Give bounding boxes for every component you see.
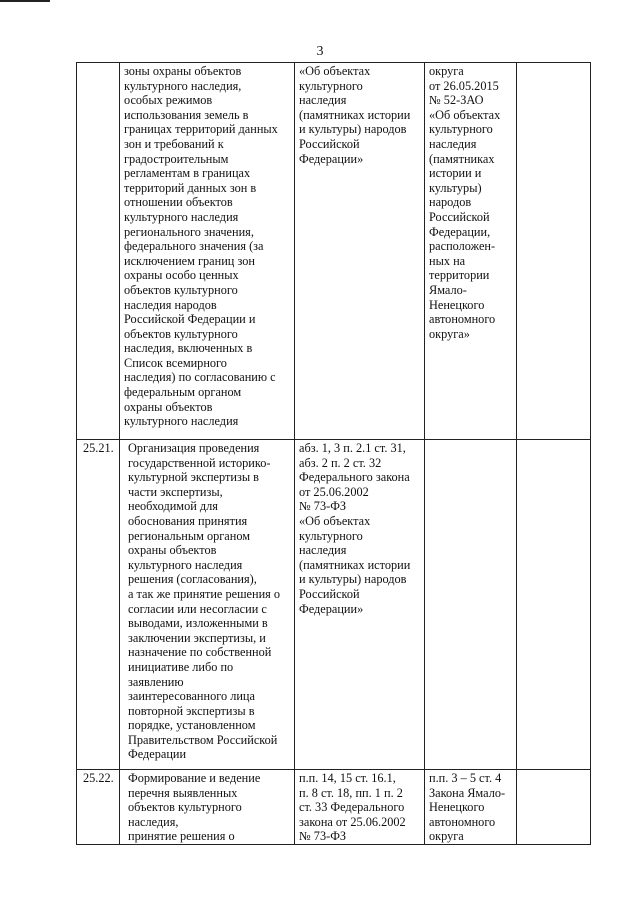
text-line: № 73-ФЗ bbox=[299, 499, 347, 514]
page-number: 3 bbox=[316, 44, 324, 59]
text-line: части экспертизы, bbox=[128, 484, 223, 499]
text-line: Организация проведения bbox=[128, 441, 260, 455]
text-line: Федерации» bbox=[299, 151, 364, 166]
text-line: границах территорий данных bbox=[124, 122, 278, 137]
text-line: п.п. 14, 15 ст. 16.1, bbox=[299, 771, 396, 785]
text-line: согласии или несогласии с bbox=[128, 601, 267, 616]
text-line: государственной историко- bbox=[128, 455, 271, 470]
notes-cell bbox=[517, 770, 591, 845]
text-line: заявлению bbox=[128, 674, 184, 689]
text-line: ст. 33 Федерального bbox=[299, 800, 405, 815]
text-line: автономного bbox=[429, 814, 496, 829]
text-line: п.п. 3 – 5 ст. 4 bbox=[429, 771, 502, 785]
text-line: (памятниках bbox=[429, 151, 495, 166]
text-line: народов bbox=[429, 195, 472, 210]
text-line: региональным органом bbox=[128, 528, 251, 543]
corner-mark bbox=[0, 0, 50, 2]
text-line: культуры) bbox=[429, 180, 482, 195]
text-line: культурного bbox=[429, 122, 493, 137]
authority-description-cell bbox=[120, 63, 295, 440]
text-line: отношении объектов bbox=[124, 195, 233, 210]
text-line: регионального значения, bbox=[124, 224, 254, 239]
text-line: инициативе либо по bbox=[128, 659, 234, 674]
text-line: заинтересованного лица bbox=[128, 689, 255, 704]
text-line: порядке, установленном bbox=[128, 718, 256, 733]
text-line: Российской bbox=[429, 209, 490, 224]
text-line: и культуры) народов bbox=[299, 572, 407, 587]
text-line: п. 8 ст. 18, пп. 1 п. 2 bbox=[299, 785, 403, 800]
text-line: (памятниках истории bbox=[299, 557, 411, 572]
regional-law-reference-cell bbox=[425, 770, 517, 845]
text-line: охраны особо ценных bbox=[124, 268, 239, 283]
text-line: необходимой для bbox=[128, 499, 218, 514]
text-line: Федерации, bbox=[429, 224, 491, 239]
text-line: «Об объектах bbox=[299, 64, 371, 78]
table-row bbox=[77, 770, 591, 845]
text-line: объектов культурного bbox=[128, 800, 242, 815]
row-number-cell bbox=[77, 63, 120, 440]
text-line: Федерального закона bbox=[299, 470, 410, 485]
text-line: наследия bbox=[299, 543, 347, 558]
text-line: истории и bbox=[429, 166, 482, 181]
text-line: наследия народов bbox=[124, 297, 217, 312]
text-line: Российской bbox=[299, 586, 360, 601]
text-line: использования земель в bbox=[124, 107, 249, 122]
text-line: № 73-ФЗ bbox=[299, 829, 347, 844]
text-line: наследия) по согласованию с bbox=[124, 370, 276, 385]
text-line: Ненецкого bbox=[429, 800, 485, 815]
text-line: наследия, bbox=[128, 814, 179, 829]
text-line: а так же принятие решения о bbox=[128, 586, 281, 601]
text-line: регламентам в границах bbox=[124, 166, 251, 181]
text-line: ных на bbox=[429, 253, 466, 268]
text-line: Формирование и ведение bbox=[128, 771, 261, 785]
text-line: объектов культурного bbox=[124, 326, 238, 341]
notes-cell bbox=[517, 440, 591, 770]
text-line: Ненецкого bbox=[429, 297, 485, 312]
text-line: особых режимов bbox=[124, 93, 213, 108]
text-line: назначение по собственной bbox=[128, 645, 272, 660]
text-line: охраны объектов bbox=[124, 399, 213, 414]
text-line: Список всемирного bbox=[124, 355, 227, 370]
text-line: исключением границ зон bbox=[124, 253, 255, 268]
text-line: повторной экспертизы в bbox=[128, 703, 255, 718]
text-line: зоны охраны объектов bbox=[124, 64, 242, 78]
text-line: и культуры) народов bbox=[299, 122, 407, 137]
text-line: наследия, включенных в bbox=[124, 341, 253, 356]
text-line: культурного bbox=[299, 78, 363, 93]
text-line: № 52-ЗАО bbox=[429, 93, 484, 108]
text-line: обоснования принятия bbox=[128, 513, 248, 528]
text-line: «Об объектах bbox=[429, 107, 501, 122]
authority-description-cell bbox=[120, 440, 295, 770]
row-number-cell: 25.22. bbox=[77, 770, 120, 845]
text-line: федеральным органом bbox=[124, 385, 242, 400]
regional-law-reference-cell bbox=[425, 440, 517, 770]
text-line: принятие решения о bbox=[128, 829, 235, 844]
row-number-cell: 25.21. bbox=[77, 440, 120, 770]
text-line: Ямало- bbox=[429, 282, 467, 297]
text-line: культурной экспертизы в bbox=[128, 470, 259, 485]
text-line: Российской Федерации и bbox=[124, 312, 256, 327]
text-line: наследия bbox=[299, 93, 347, 108]
text-line: абз. 2 п. 2 ст. 32 bbox=[299, 455, 382, 470]
text-line: культурного наследия, bbox=[124, 78, 242, 93]
text-line: культурного наследия bbox=[124, 414, 239, 429]
text-line: федерального значения (за bbox=[124, 239, 264, 254]
text-line: закона от 25.06.2002 bbox=[299, 814, 406, 829]
text-line: перечня выявленных bbox=[128, 785, 238, 800]
text-line: территорий данных зон в bbox=[124, 180, 257, 195]
text-line: территории bbox=[429, 268, 490, 283]
text-line: Федерации bbox=[128, 747, 187, 762]
federal-law-reference-cell bbox=[295, 440, 425, 770]
text-line: абз. 1, 3 п. 2.1 ст. 31, bbox=[299, 441, 406, 455]
text-line: охраны объектов bbox=[128, 543, 217, 558]
text-line: выводами, изложенными в bbox=[128, 616, 268, 631]
text-line: Российской bbox=[299, 136, 360, 151]
text-line: округа bbox=[429, 64, 464, 78]
text-line: заключении экспертизы, и bbox=[128, 630, 266, 645]
text-line: (памятниках истории bbox=[299, 107, 411, 122]
text-line: округа» bbox=[429, 326, 470, 341]
document-table bbox=[76, 62, 591, 845]
table-row bbox=[77, 63, 591, 440]
text-line: автономного bbox=[429, 312, 496, 327]
text-line: «Об объектах bbox=[299, 513, 371, 528]
text-line: решения (согласования), bbox=[128, 572, 257, 587]
text-line: от 25.06.2002 bbox=[299, 484, 369, 499]
federal-law-reference-cell bbox=[295, 63, 425, 440]
text-line: расположен- bbox=[429, 239, 496, 254]
notes-cell bbox=[517, 63, 591, 440]
text-line: Правительством Российской bbox=[128, 732, 278, 747]
text-line: от 26.05.2015 bbox=[429, 78, 499, 93]
regional-law-reference-cell bbox=[425, 63, 517, 440]
federal-law-reference-cell bbox=[295, 770, 425, 845]
table-row bbox=[77, 440, 591, 770]
text-line: культурного bbox=[299, 528, 363, 543]
text-line: округа bbox=[429, 829, 464, 844]
text-line: культурного наследия bbox=[124, 209, 239, 224]
text-line: градостроительным bbox=[124, 151, 229, 166]
text-line: культурного наследия bbox=[128, 557, 243, 572]
text-line: объектов культурного bbox=[124, 282, 238, 297]
text-line: зон и требований к bbox=[124, 136, 224, 151]
text-line: Закона Ямало- bbox=[429, 785, 506, 800]
authority-description-cell bbox=[120, 770, 295, 845]
text-line: Федерации» bbox=[299, 601, 364, 616]
text-line: наследия bbox=[429, 136, 477, 151]
